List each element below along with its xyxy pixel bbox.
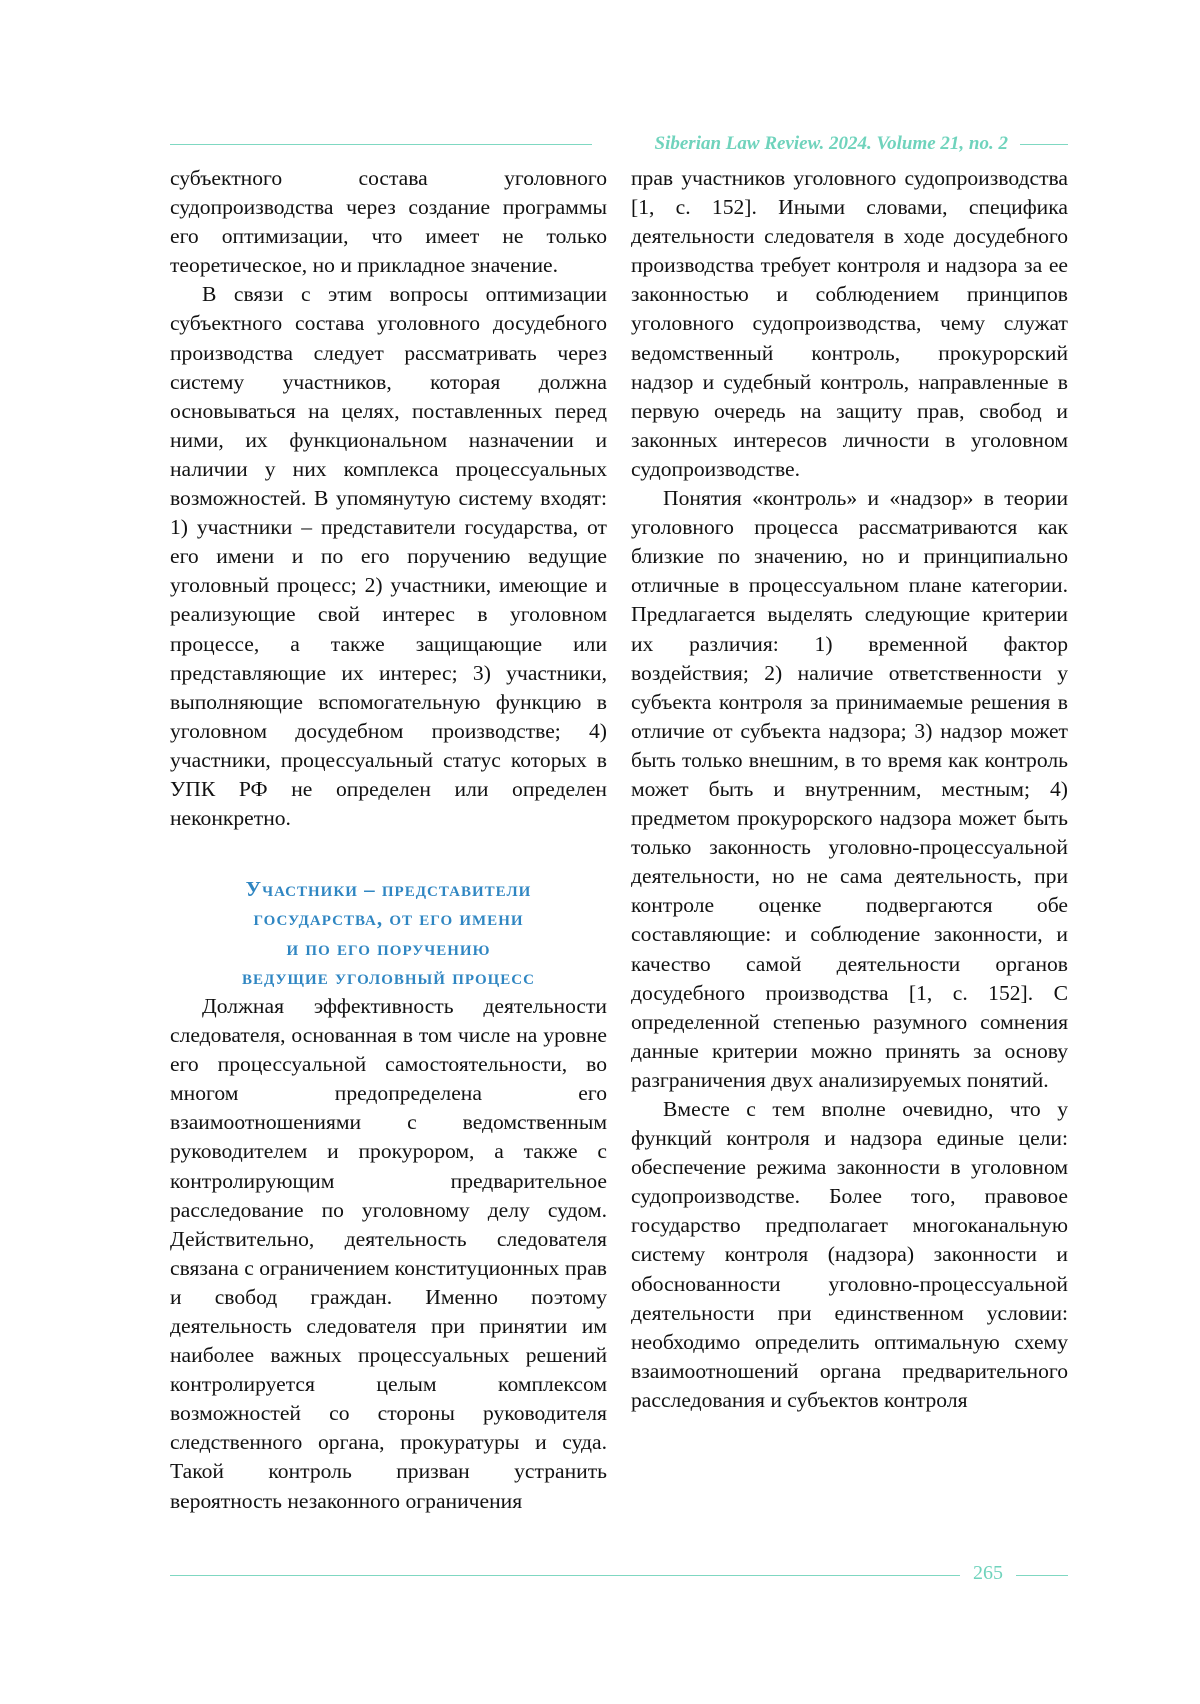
footer-rule-right (1016, 1575, 1068, 1576)
footer-rule-left (170, 1575, 960, 1576)
section-heading-line: ведущие уголовный процесс (242, 964, 535, 989)
header-rule-left (170, 144, 592, 145)
paragraph: Должная эффективность деятельности следователя, основанная в том числе на уровне его процессуальной самостоятельности, во многом предопределена его взаимоотношениями с ведомственным руководителем и прокурором, а также с контролирующим предварительное расследование по уголовному делу судом. Действительно, деятельность следователя связана с ограничением конституционных прав и свобод граждан. Именно поэтому деятельность следователя при принятии им наиболее важных процессуальных решений контролируется целым комплексом возможностей со стороны руководителя следственного органа, прокуратуры и суда. Такой контроль призван устранить вероятность незаконного ограничения (170, 993, 607, 1513)
section-heading (170, 875, 607, 992)
section-heading-line: и по его поручению (286, 935, 491, 960)
paragraph: В связи с этим вопросы оптимизации субъектного состава уголовного досудебного производства следует рассматривать через систему участников, которая должна основываться на целях, поставленных перед ними, их функциональном назначении и наличии у них комплекса процессуальных возможностей. В упомянутую систему входят: 1) участники – представители государства, от его имени и по его поручению ведущие уголовный процесс; 2) участники, имеющие и реализующие свой интерес в уголовном процессе, а также защищающие или представляющие их интерес; 3) участники, выполняющие вспомогательную функцию в уголовном досудебном производстве; 4) участники, процессуальный статус которых в УПК РФ не определен или определен неконкретно. (170, 282, 607, 831)
section-heading-line: государства, от его имени (253, 906, 524, 931)
paragraph: субъектного состава уголовного судопроизводства через создание программы его оптимизации, что имеет не только теоретическое, но и прикладное значение. (170, 166, 607, 278)
section-heading-line: Участники – представители (245, 877, 532, 902)
journal-title: Siberian Law Review. 2024. Volume 21, no. 2 (654, 133, 1008, 154)
header-rule-right (1020, 144, 1068, 145)
right-column (631, 164, 1068, 1415)
paragraph: прав участников уголовного судопроизводства [1, с. 152]. Иными словами, специфика деятельности следователя в ходе досудебного производства требует контроля и надзора за ее законностью и соблюдением принципов уголовного судопроизводства, чему служат ведомственный контроль, прокурорский надзор и судебный контроль, направленные в первую очередь на защиту прав, свобод и законных интересов личности в уголовном судопроизводстве. (631, 166, 1068, 481)
paragraph: Вместе с тем вполне очевидно, что у функций контроля и надзора единые цели: обеспечение режима законности в уголовном судопроизводстве. Более того, правовое государство предполагает многоканальную систему контроля (надзора) законности и обоснованности уголовно-процессуальной деятельности при единственном условии: необходимо определить оптимальную схему взаимоотношений органа предварительного расследования и субъектов контроля (631, 1097, 1068, 1412)
left-column (170, 164, 607, 1516)
page-footer (170, 1562, 1068, 1590)
page-number: 265 (973, 1562, 1003, 1584)
paragraph: Понятия «контроль» и «надзор» в теории уголовного процесса рассматриваются как близкие по значению, но и принципиально отличные в процессуальном плане категории. Предлагается выделять следующие критерии их различия: 1) временной фактор воздействия; 2) наличие ответственности у субъекта контроля за принимаемые решения в отличие от субъекта надзора; 3) надзор может быть только внешним, в то время как контроль может быть и внутренним, местным; 4) предметом прокурорского надзора может быть только законность уголовно-процессуальной деятельности, но не сама деятельность, при контроле оценке подвергаются обе составляющие: и соблюдение законности, и качество самой деятельности органов досудебного производства [1, с. 152]. С определенной степенью разумного сомнения данные критерии можно принять за основу разграничения двух анализируемых понятий. (631, 486, 1068, 1092)
running-header (170, 133, 1068, 157)
